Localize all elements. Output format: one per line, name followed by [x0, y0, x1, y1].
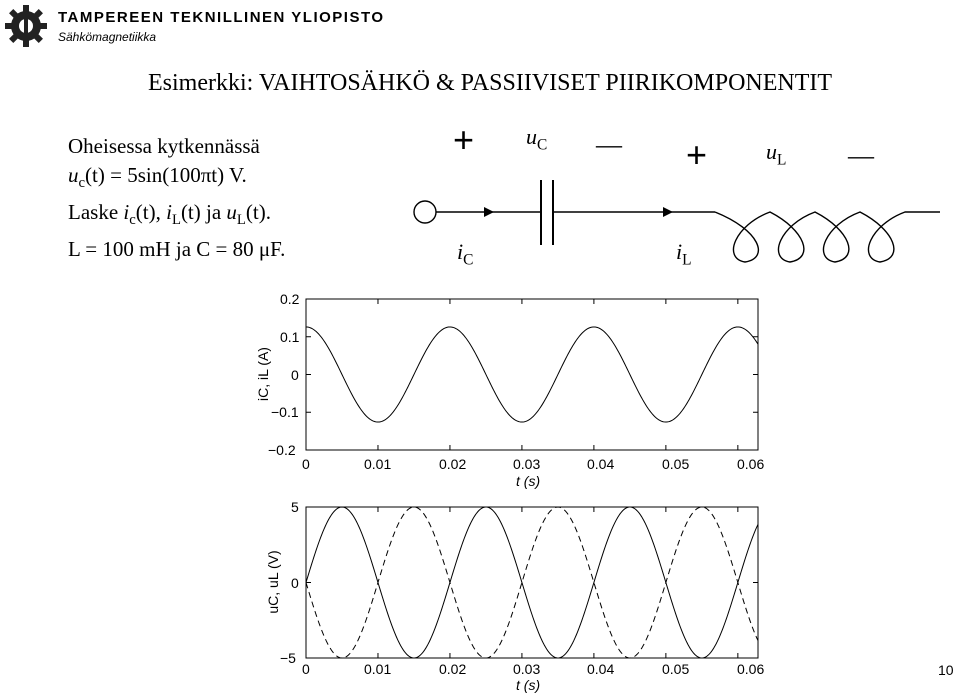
- plus-sign-l: +: [686, 134, 708, 175]
- voltage-ytick-1: 0: [291, 575, 299, 591]
- voltage-ylabel: uC, uL (V): [265, 550, 281, 614]
- current-xtick-4: 0.04: [587, 456, 615, 472]
- current-ylabel: iC, iL (A): [255, 347, 271, 401]
- current-ytick-0: 0.2: [280, 291, 300, 307]
- current-xtick-0: 0: [302, 456, 310, 472]
- voltage-xtick-2: 0.02: [439, 661, 467, 677]
- page-title: Esimerkki: VAIHTOSÄHKÖ & PASSIIVISET PIIRIKOMPONENTIT: [148, 70, 833, 96]
- current-ytick-3: −0.1: [271, 404, 299, 420]
- university-name: TAMPEREEN TEKNILLINEN YLIOPISTO: [58, 9, 385, 26]
- voltage-xtick-4: 0.04: [587, 661, 615, 677]
- current-ytick-1: 0.1: [280, 329, 300, 345]
- current-xtick-6: 0.06: [737, 456, 765, 472]
- voltage-ytick-2: −5: [280, 650, 296, 666]
- voltage-ul-series-line: [306, 507, 758, 658]
- current-ytick-4: −0.2: [268, 442, 296, 458]
- problem-line-2: $u_c(t) = 5\sin(100\pi t)$ V.: [68, 163, 247, 192]
- voltage-xtick-5: 0.05: [662, 661, 690, 677]
- current-xtick-2: 0.02: [439, 456, 467, 472]
- voltage-xtick-0: 0: [302, 661, 310, 677]
- current-ytick-2: 0: [291, 367, 299, 383]
- voltage-xtick-6: 0.06: [737, 661, 765, 677]
- problem-line-1: Oheisessa kytkennässä: [68, 134, 260, 158]
- voltage-xlabel: t (s): [516, 677, 541, 693]
- label-ul: $u_L$: [766, 139, 787, 169]
- department-name: Sähkömagnetiikka: [58, 30, 157, 44]
- current-xtick-3: 0.03: [513, 456, 541, 472]
- current-plot-frame: [306, 299, 758, 450]
- label-ic: $i_C$: [457, 239, 474, 269]
- page-number: 10: [938, 662, 954, 678]
- voltage-xtick-3: 0.03: [513, 661, 541, 677]
- label-il: $i_L$: [676, 239, 692, 269]
- minus-sign-c: —: [596, 130, 622, 159]
- voltage-plot-frame: [306, 507, 758, 658]
- voltage-uc-series-line: [306, 507, 758, 658]
- problem-line-4: L = 100 mH ja C = 80 μF.: [68, 237, 286, 262]
- plus-sign-c: +: [453, 119, 475, 160]
- current-xlabel: t (s): [516, 473, 541, 489]
- current-xtick-5: 0.05: [662, 456, 690, 472]
- voltage-ytick-0: 5: [291, 499, 299, 515]
- current-series-line: [306, 327, 758, 422]
- current-xtick-1: 0.01: [364, 456, 392, 472]
- problem-line-3: Laske $i_c(t)$, $i_L(t)$ ja $u_L(t)$.: [68, 200, 271, 229]
- label-uc: $u_C$: [526, 124, 548, 154]
- voltage-xtick-1: 0.01: [364, 661, 392, 677]
- minus-sign-l: —: [848, 141, 874, 170]
